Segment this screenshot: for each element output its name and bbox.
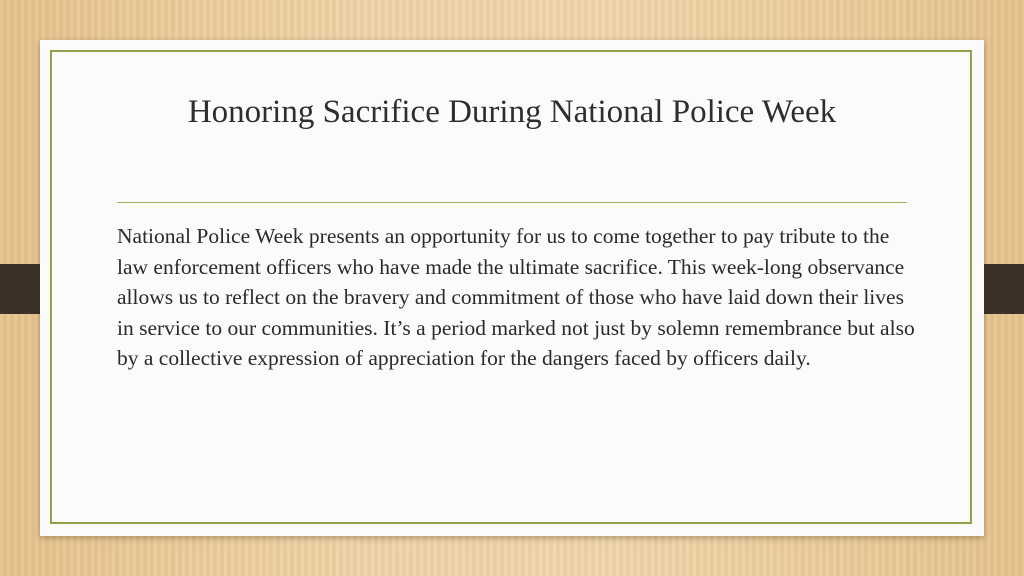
slide-title: Honoring Sacrifice During National Police Week (187, 94, 837, 130)
title-divider (117, 202, 907, 203)
slide-body-text: National Police Week presents an opportunity for us to come together to pay tribute to the law enforcement officers who have made the ultimate sacrifice. This week-long observance allows us to reflect on the bravery and commitment of those who have laid down their lives in service to our communities. It’s a period marked not just by solemn remembrance but also by a collective expression of appreciation for the dangers faced by officers daily. (117, 224, 915, 370)
slide-card (40, 40, 984, 536)
